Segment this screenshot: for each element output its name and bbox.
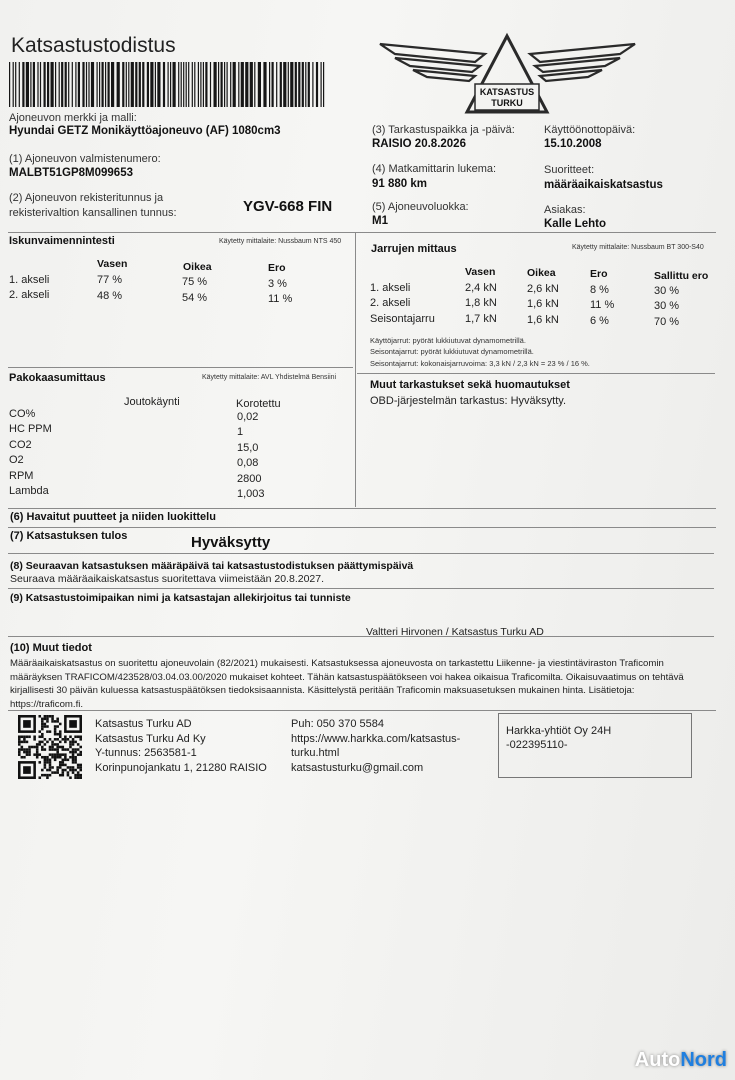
shock-row-label: 2. akseli	[9, 289, 50, 301]
brakes-note: Käyttöjarrut: pyörät lukkiutuvat dynamometrillä.	[370, 336, 526, 345]
shock-row-left: 48 %	[97, 290, 123, 302]
footer-email: katsastusturku@gmail.com	[291, 762, 424, 774]
brakes-row-allowed: 70 %	[654, 316, 680, 328]
shock-row-diff: 3 %	[268, 278, 287, 290]
vin-value: MALBT51GP8M099653	[9, 167, 133, 179]
barcode	[9, 62, 325, 107]
divider	[8, 636, 714, 637]
shock-header-right: Oikea	[183, 261, 212, 273]
section-9-title: (9) Katsastustoimipaikan nimi ja katsastajan allekirjoitus tai tunniste	[10, 592, 351, 604]
shock-row-diff: 11 %	[268, 293, 293, 305]
brakes-title: Jarrujen mittaus	[371, 243, 457, 255]
shock-row-right: 75 %	[182, 276, 208, 288]
brakes-row-left: 1,7 kN	[465, 313, 497, 325]
performed-value: määräaikaiskatsastus	[544, 179, 663, 191]
brakes-row-label: 2. akseli	[370, 297, 411, 309]
footer-web-1: https://www.harkka.com/katsastus-	[291, 733, 461, 745]
exhaust-row-label: CO2	[9, 439, 32, 451]
brakes-row-right: 1,6 kN	[527, 314, 559, 326]
brakes-row-diff: 11 %	[590, 299, 615, 311]
brakes-header-left: Vasen	[465, 266, 496, 278]
footer-address: Korinpunojankatu 1, 21280 RAISIO	[95, 762, 267, 774]
section-6-title: (6) Havaitut puutteet ja niiden luokittelu	[10, 511, 216, 523]
shock-device: Käytetty mittalaite: Nussbaum NTS 450	[219, 238, 342, 245]
make-label: Ajoneuvon merkki ja malli:	[9, 112, 137, 124]
first-use-value: 15.10.2008	[544, 138, 602, 150]
box-line-2: -022395110-	[506, 739, 568, 751]
box-line-1: Harkka-yhtiöt Oy 24H	[506, 725, 612, 737]
divider	[8, 588, 714, 589]
class-label: (5) Ajoneuvoluokka:	[372, 201, 469, 213]
brakes-header-allowed: Sallittu ero	[654, 270, 709, 282]
footer-company-1: Katsastus Turku AD	[95, 718, 192, 730]
brakes-header-right: Oikea	[527, 267, 556, 279]
brakes-row-left: 1,8 kN	[465, 297, 497, 309]
section-10-title: (10) Muut tiedot	[10, 642, 92, 654]
vin-label: (1) Ajoneuvon valmistenumero:	[9, 153, 161, 165]
footer-ytunnus: Y-tunnus: 2563581-1	[95, 747, 197, 759]
shock-row-label: 1. akseli	[9, 274, 50, 286]
brakes-row-right: 2,6 kN	[527, 283, 559, 295]
class-value: M1	[372, 215, 388, 227]
reg-value: YGV-668 FIN	[243, 198, 333, 215]
first-use-label: Käyttöönottopäivä:	[544, 124, 636, 136]
watermark-logo	[635, 1049, 727, 1072]
brakes-header-diff: Ero	[590, 268, 608, 280]
section-7-value: Hyväksytty	[191, 534, 271, 551]
watermark-part-1: Auto	[634, 1049, 681, 1071]
divider	[8, 710, 716, 711]
exhaust-row-value: 1	[237, 426, 244, 438]
footer-phone: Puh: 050 370 5584	[291, 718, 384, 730]
brakes-note: Seisontajarrut: pyörät lukkiutuvat dynamometrillä.	[370, 347, 534, 356]
section-7-label: (7) Katsastuksen tulos	[10, 530, 128, 542]
reg-label-2: rekisterivaltion kansallinen tunnus:	[9, 207, 177, 219]
footer-company-2: Katsastus Turku Ad Ky	[95, 733, 206, 745]
brakes-row-label: 1. akseli	[370, 282, 411, 294]
shock-row-left: 77 %	[97, 274, 123, 286]
shock-title: Iskunvaimennintesti	[9, 235, 115, 247]
exhaust-row-value: 0,08	[237, 457, 259, 469]
exhaust-row-value: 0,02	[237, 411, 259, 423]
handwritten-note-box	[498, 713, 692, 778]
client-value: Kalle Lehto	[544, 218, 606, 230]
section-10-text: Määräaikaiskatsastus on suoritettu ajoneuvolain (82/2021) mukaisesti. Katsastuksessa ajoneuvosta on tarkastettu Liikenne- ja viestintäviraston Traficomin määräyksen TRAFICOM/423528/03.04.03.00/2020 mukaiset kohteet. Tähän katsastuspäätökseen voi hakea oikaisua Traficomilta. Oikaisuvaatimus on tehtävä kirjallisesti 30 päivän kuluessa katsastuspäätöksen tiedoksisaannista. Käsittelystä peritään Traficomin maksuasetuksen mukainen hinta. Lisätietoja: https://traficom.fi.	[10, 658, 684, 710]
exhaust-row-value: 15,0	[237, 442, 259, 454]
divider	[8, 527, 716, 528]
katsastus-turku-logo	[375, 32, 640, 122]
footer-web-2: turku.html	[291, 747, 340, 759]
shock-row-right: 54 %	[182, 292, 208, 304]
place-value: RAISIO 20.8.2026	[372, 138, 466, 150]
logo-line-1: KATSASTUS	[479, 87, 535, 97]
exhaust-col-high: Korotettu	[236, 398, 281, 410]
brakes-row-allowed: 30 %	[654, 285, 680, 297]
exhaust-row-label: Lambda	[9, 485, 49, 497]
watermark-part-2: Nord	[680, 1049, 727, 1071]
document-title: Katsastustodistus	[11, 34, 176, 57]
divider	[357, 373, 715, 374]
place-label: (3) Tarkastuspaikka ja -päivä:	[372, 124, 515, 136]
make-value: Hyundai GETZ Monikäyttöajoneuvo (AF) 1080cm3	[9, 125, 281, 137]
exhaust-row-value: 1,003	[237, 488, 265, 500]
exhaust-row-label: HC PPM	[9, 423, 52, 435]
brakes-row-diff: 8 %	[590, 284, 609, 296]
section-8-title: (8) Seuraavan katsastuksen määräpäivä tai katsastustodistuksen päättymispäivä	[10, 560, 414, 572]
exhaust-col-idle: Joutokäynti	[124, 396, 180, 408]
divider	[355, 232, 356, 507]
brakes-row-left: 2,4 kN	[465, 282, 497, 294]
other-title: Muut tarkastukset sekä huomautukset	[370, 379, 570, 391]
shock-header-left: Vasen	[97, 258, 128, 270]
other-text: OBD-järjestelmän tarkastus: Hyväksytty.	[370, 395, 567, 407]
brakes-note: Seisontajarrut: kokonaisjarruvoima: 3,3 kN / 2,3 kN = 23 % / 16 %.	[370, 359, 590, 368]
section-8-text: Seuraava määräaikaiskatsastus suoritettava viimeistään 20.8.2027.	[10, 573, 325, 585]
exhaust-device: Käytetty mittalaite: AVL Yhdistelmä Bensiini	[202, 374, 337, 381]
exhaust-row-label: CO%	[9, 408, 36, 420]
brakes-row-right: 1,6 kN	[527, 298, 559, 310]
divider	[8, 367, 353, 368]
divider	[8, 553, 714, 554]
performed-label: Suoritteet:	[544, 164, 595, 176]
exhaust-row-value: 2800	[237, 473, 262, 485]
exhaust-row-label: O2	[9, 454, 24, 466]
odometer-label: (4) Matkamittarin lukema:	[372, 163, 497, 175]
divider	[8, 508, 716, 509]
brakes-row-allowed: 30 %	[654, 300, 680, 312]
section-9-signature: Valtteri Hirvonen / Katsastus Turku AD	[366, 626, 544, 638]
odometer-value: 91 880 km	[372, 178, 427, 190]
qr-code	[18, 715, 82, 779]
divider	[8, 232, 716, 233]
shock-header-diff: Ero	[268, 262, 286, 274]
exhaust-row-label: RPM	[9, 470, 34, 482]
brakes-device: Käytetty mittalaite: Nussbaum BT 300-S40	[572, 244, 704, 251]
reg-label-1: (2) Ajoneuvon rekisteritunnus ja	[9, 192, 164, 204]
brakes-row-diff: 6 %	[590, 315, 609, 327]
logo-line-2: TURKU	[491, 98, 523, 108]
exhaust-title: Pakokaasumittaus	[9, 372, 106, 384]
client-label: Asiakas:	[544, 204, 586, 216]
brakes-row-label: Seisontajarru	[370, 313, 435, 325]
